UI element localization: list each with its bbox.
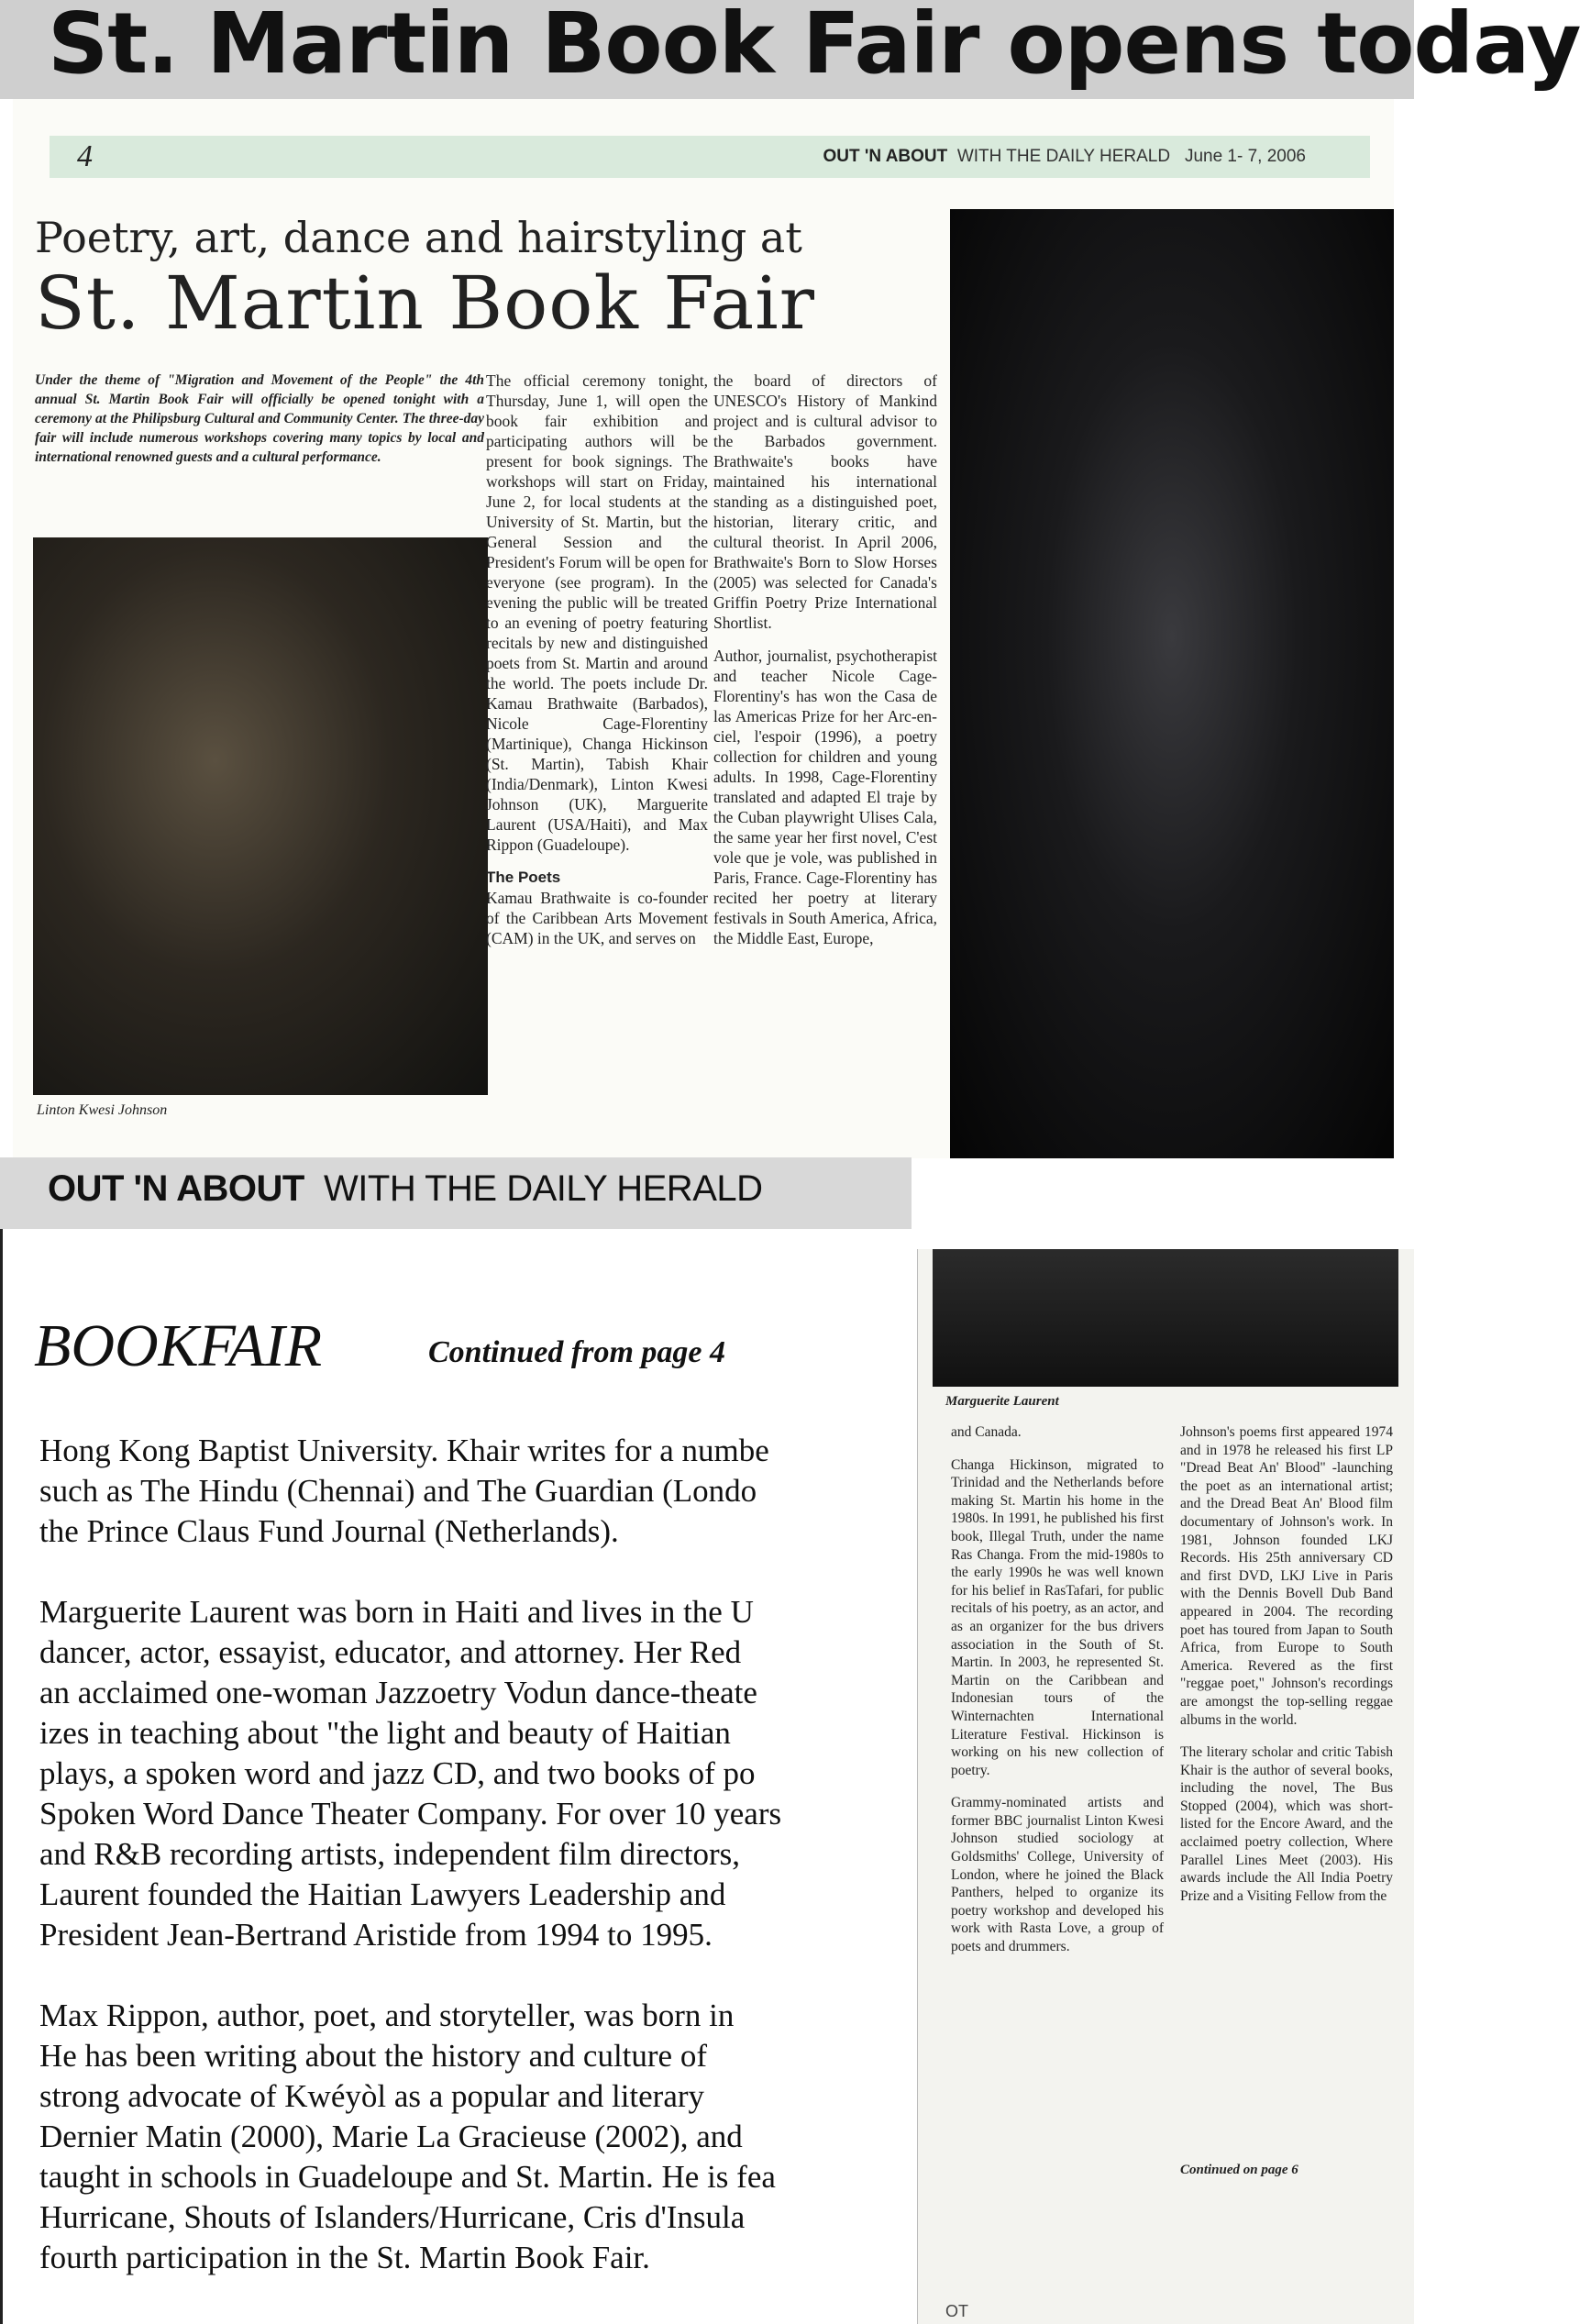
column-1-text: The official ceremony tonight, Thursday, June 1, will open the book fair exhibition and participating authors will be present for book signings. The workshops will start on Friday, June 2, for local students at the University of St. Martin, but the General Session and the President's Forum will be open for everyone (see program). In the evening the public will be treated to an evening of poetry featuring recitals by new and distinguished poets from St. Martin and around the world. The poets include Dr. Kamau Brathwaite (Barbados), Nicole Cage-Florentiny (Martinique), Changa Hickinson (St. Martin), Tabish Khair (India/Denmark), Linton Kwesi Johnson (UK), Marguerite Laurent (USA/Haiti), and Max Rippon (Guadeloupe). [486,371,708,854]
photo-caption-left: Linton Kwesi Johnson [37,1102,168,1118]
article-column-1 [486,371,708,961]
continuation-title: BOOKFAIR [34,1312,323,1379]
text-line: Hong Kong Baptist University. Khair writes for a numbe [39,1433,769,1468]
text-line: dancer, actor, essayist, educator, and attorney. Her Red [39,1634,742,1670]
continuation-body [39,1431,1011,2318]
text-line: such as The Hindu (Chennai) and The Guardian (Londo [39,1473,757,1509]
text-line: Max Rippon, author, poet, and storyteller, was born in [39,1998,735,2033]
photo-dancer-on-stage [950,209,1394,1158]
subhead-the-poets: The Poets [486,869,561,886]
headline-line-2: St. Martin Book Fair [35,260,815,346]
text-line: taught in schools in Guadeloupe and St. Martin. He is fea [39,2159,776,2195]
banner-headline-bar [0,0,1580,99]
page-4-clipping [13,99,1394,1158]
text-line: and R&B recording artists, independent film directors, [39,1836,740,1872]
right-column-clipping [917,1249,1414,2324]
paragraph-rippon [39,1996,1011,2278]
text-line: Spoken Word Dance Theater Company. For over 10 years [39,1796,782,1832]
page-header-band [50,136,1370,178]
column-2-paragraph-2: Author, journalist, psychotherapist and teacher Nicole Cage-Florentiny's has won the Casa de las Americas Prize for her Arc-en-ciel, l'espoir (1996), a poetry collection for children and young adults. In 1998, Cage-Florentiny translated and adapted El traje by the Cuban playwright Ulises Cala, the same year her first novel, C'est vole que je vole, was published in Paris, France. Cage-Florentiny has recited her poetry at literary festivals in South America, Africa, the Middle East, Europe, [713,647,937,947]
text-line: President Jean-Bertrand Aristide from 1994 to 1995. [39,1917,713,1953]
text-line: fourth participation in the St. Martin Book Fair. [39,2240,650,2275]
photo-performer-on-stage [33,537,488,1095]
article-deck: Under the theme of "Migration and Movement of the People" the 4th annual St. Martin Book Fair will officially be opened tonight with a ceremony at the Philipsburg Cultural and Community Center. The three-day fair will include numerous workshops covering many topics by local and international renowned guests and a cultural performance. [35,372,484,465]
right-col-2-p1: Johnson's poems first appeared 1974 and in 1978 he released his first LP "Dread Beat An' Blood" -launching the poet as an international artist; and the Dread Beat An' Blood film documentary of Johnson's work. In 1981, Johnson founded LKJ Records. His 25th anniversary CD and first DVD, LKJ Live in Paris with the Dennis Bovell Dub Band appeared in 2004. The recording poet has toured from Japan to South Africa, from Europe to South America. Revered as the first "reggae poet," Johnson's recordings are amongst the top-selling reggae albums in the world. [1180,1424,1393,1728]
right-col-1-p3: Grammy-nominated artists and former BBC journalist Linton Kwesi Johnson studied sociology at Goldsmiths' College, University of London, where he joined the Black Panthers, helped to organize its poetry workshop and developed his work with Rasta Love, a group of poets and drummers. [951,1795,1164,1955]
right-col-2-p2: The literary scholar and critic Tabish Khair is the author of several books, including the novel, The Bus Stopped (2004), which was short-listed for the Encore Award, and the acclaimed poetry collection, Where Parallel Lines Meet (2003). His awards include the All India Poetry Prize and a Visiting Fellow from the [1180,1744,1393,1904]
banner-title: St. Martin Book Fair opens today [48,0,1580,93]
photo-caption-right: Marguerite Laurent [945,1394,1059,1409]
continued-from-label: Continued from page 4 [428,1335,725,1369]
text-line: the Prince Claus Fund Journal (Netherlands). [39,1513,619,1549]
column-1-after-subhead: Kamau Brathwaite is co-founder of the Caribbean Arts Movement (CAM) in the UK, and serves on [486,889,708,947]
paragraph-khair [39,1431,1011,1552]
continued-on-label: Continued on page 6 [1180,2163,1298,2177]
headline-line-1: Poetry, art, dance and hairstyling at [35,213,802,262]
text-line: an acclaimed one-woman Jazzoetry Vodun dance-theate [39,1675,757,1710]
text-line: plays, a spoken word and jazz CD, and two books of po [39,1755,756,1791]
header-brand-rest: WITH THE DAILY HERALD [956,147,1171,166]
photo-dancer-lower [933,1249,1398,1387]
page-6-clipping [0,1229,912,2324]
right-col-1-p2: Changa Hickinson, migrated to Trinidad and the Netherlands before making St. Martin his home in the 1980s. In 1991, he published his first book, Illegal Truth, under the name Ras Changa. From the mid-1980s to the early 1990s he was well known for his belief in RasTafari, for public recitals of his poetry, as an actor, and as an organizer for the bus drivers association in the South of St. Martin. In 2003, he represented St. Martin on the Caribbean and Indonesian tours of the Winternachten International Literature Festival. Hickinson is working on his new collection of poetry. [951,1456,1164,1778]
text-line: He has been writing about the history and culture of [39,2038,707,2074]
text-line: strong advocate of Kwéyòl as a popular and literary [39,2078,705,2114]
strip-brand-rest: WITH THE DAILY HERALD [324,1168,763,1209]
article-column-2 [713,371,937,961]
paragraph-laurent [39,1592,1011,1955]
text-line: Dernier Matin (2000), Marie La Gracieuse (2002), and [39,2119,743,2154]
text-line: Laurent founded the Haitian Lawyers Leadership and [39,1876,726,1912]
header-publication [823,147,1306,167]
text-line: Marguerite Laurent was born in Haiti and lives in the U [39,1594,754,1630]
page-6-header-strip [0,1157,912,1231]
text-line: izes in teaching about "the light and beauty of Haitian [39,1715,731,1751]
strip-publication [48,1168,763,1210]
header-brand: OUT 'N ABOUT [823,147,948,166]
clipping-footer-fragment: OT [945,2302,968,2320]
right-column-2 [1180,1423,1393,1920]
text-line: Hurricane, Shouts of Islanders/Hurricane, Cris d'Insula [39,2199,746,2235]
right-col-1-p1: and Canada. [951,1424,1022,1440]
header-date: June 1- 7, 2006 [1184,147,1306,166]
column-2-paragraph-1: the board of directors of UNESCO's History of Mankind project and is cultural advisor to the Barbados government. Brathwaite's books have maintained his international standing as a distinguished poet, historian, literary critic, and cultural theorist. In April 2006, Brathwaite's Born to Slow Horses (2005) was selected for Canada's Griffin Poetry Prize International Shortlist. [713,371,937,632]
page-number: 4 [77,139,93,173]
right-column-1 [951,1423,1164,1971]
strip-brand: OUT 'N ABOUT [48,1168,304,1209]
